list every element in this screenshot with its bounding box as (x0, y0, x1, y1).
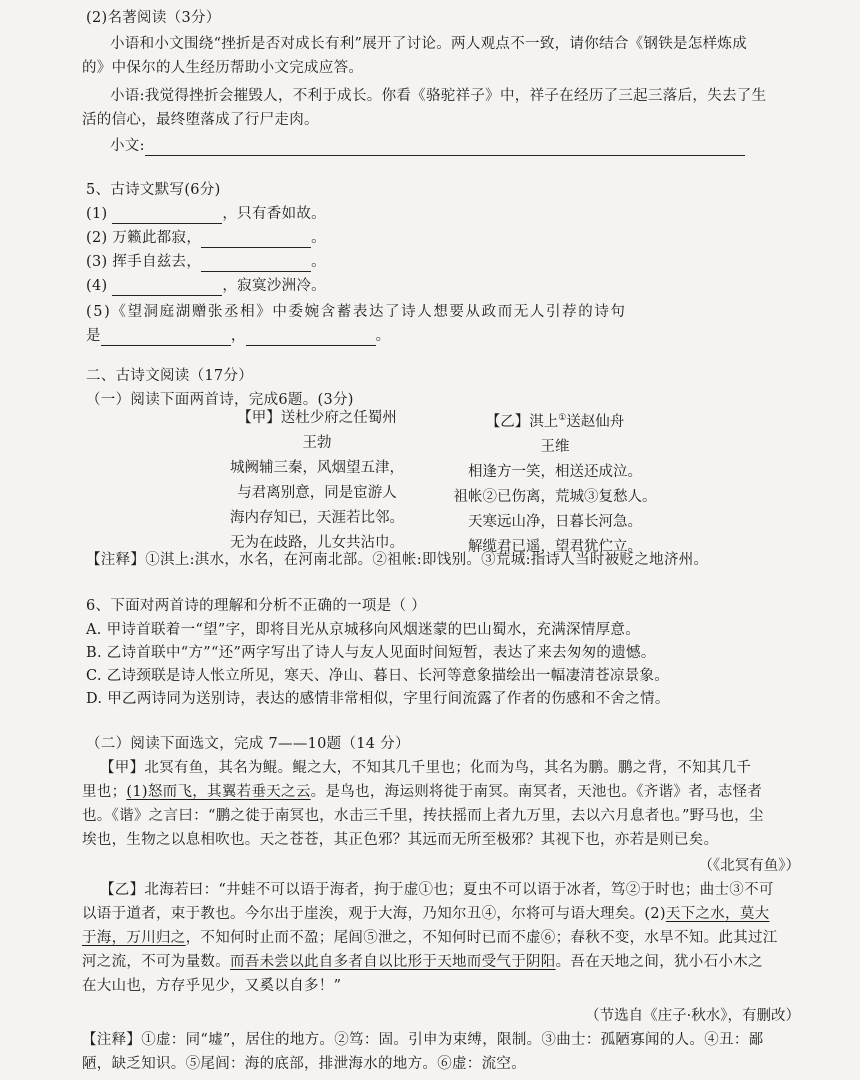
text-b-line4-pre: 河之流，不可为量数。 (82, 954, 230, 970)
q5-item-3-text: (3) 挥手自兹去， (86, 254, 202, 270)
q5-item-3-period: 。 (311, 254, 326, 270)
q6-stem: 6、下面对两首诗的理解和分析不正确的一项是（ ） (86, 598, 427, 614)
poem-a (212, 406, 422, 556)
poem-b-title-post: 送赵仙舟 (566, 413, 625, 430)
q5-item-4 (86, 276, 326, 296)
section2-heading: 二、古诗文阅读（17分） (86, 368, 254, 384)
xiaowen-label: 小文: (110, 138, 145, 154)
text-b-marked-sentence-2b: 于海，万川归之 (82, 930, 186, 946)
q5-heading: 5、古诗文默写(6分) (86, 182, 221, 198)
section2-part1-instruction: （一）阅读下面两首诗，完成6题。(3分) (86, 392, 354, 408)
q5-item-5-blank-2[interactable] (246, 329, 376, 346)
famous-reading-para2-line1: 小语:我觉得挫折会摧毁人，不利于成长。你看《骆驼祥子》中，祥子在经历了三起三落后，失去了生 (110, 88, 767, 104)
poem-b-title (450, 406, 660, 435)
poem-a-line: 与君离别意，同是宦游人 (237, 485, 397, 501)
q5-item-1 (86, 204, 326, 224)
q5-item-5-line2 (86, 326, 390, 346)
text-b-line2-pre: 以语于道者，束于教也。今尔出于崖涘，观于大海，乃知尔丑④，尔将可与语大理矣。(2) (82, 906, 666, 922)
q6-option-d[interactable]: D. 甲乙两诗同为送别诗，表达的感情非常相似，字里行间流露了作者的伤感和不舍之情。 (86, 691, 670, 707)
q6-option-b[interactable]: B. 乙诗首联中“方”“还”两字写出了诗人与友人见面时间短暂，表达了来去匆匆的遗憾。 (86, 645, 656, 661)
q5-item-2-period: 。 (311, 230, 326, 246)
q5-item-1-number: (1) (86, 206, 108, 222)
text-b-line3 (82, 928, 778, 948)
xiaowen-answer-row (110, 136, 745, 156)
poem-b-title-note-mark: ① (558, 413, 567, 423)
q5-item-5-comma: ， (230, 328, 246, 344)
text-a-line3: 也。《谐》之言曰：“鹏之徙于南冥也，水击三千里，抟扶摇而上者九万里，去以六月息者也。”野马也，尘 (82, 808, 764, 824)
text-b-line1: 【乙】北海若曰：“井蛙不可以语于海者，拘于虚①也；夏虫不可以语于冰者，笃②于时也；曲士③不可 (100, 882, 774, 898)
q6-option-a[interactable]: A. 甲诗首联着一“望”字，即将目光从京城移向风烟迷蒙的巴山蜀水，充满深情厚意。 (86, 622, 641, 638)
poem-b-line: 祖帐②已伤离，荒城③复愁人。 (453, 488, 657, 505)
poem-b-line: 相逢方一笑，相送还成泣。 (468, 463, 642, 480)
poem-b-title-pre: 【乙】淇上 (485, 413, 559, 430)
q5-item-5-line1: (5)《望洞庭湖赠张丞相》中委婉含蓄表达了诗人想要从政而无人引荐的诗句 (86, 304, 627, 320)
q5-item-2 (86, 228, 326, 248)
q5-item-1-blank[interactable] (112, 207, 222, 224)
q5-item-3-blank[interactable] (201, 255, 311, 272)
q5-item-4-text: ，寂寞沙洲冷。 (222, 278, 326, 294)
text-b-source: （节选自《庄子·秋水》，有删改） (585, 1008, 800, 1024)
q5-item-5-label: 是 (86, 328, 101, 344)
q5-item-3 (86, 252, 326, 272)
q5-item-4-blank[interactable] (112, 279, 222, 296)
text-b-annotation-line1: 【注释】①虚：同“墟”，居住的地方。②笃：固。引申为束缚，限制。③曲士：孤陋寡闻的人。④丑：鄙 (82, 1032, 764, 1048)
poem-b-line: 天寒远山净，日暮长河急。 (468, 513, 642, 530)
text-a-source: （《北冥有鱼》） (698, 858, 800, 874)
text-b-line4 (82, 952, 763, 972)
text-a-line2-pre: 里也； (82, 784, 127, 800)
q5-item-2-text: (2) 万籁此都寂， (86, 230, 202, 246)
poem-b-author: 王维 (540, 438, 570, 455)
famous-reading-heading: (2)名著阅读（3分） (86, 10, 221, 26)
text-a-line4: 埃也，生物之以息相吹也。天之苍苍，其正色邪？其远而无所至极邪？其视下也，亦若是则已矣。 (82, 832, 719, 848)
xiaowen-answer-blank[interactable] (145, 139, 745, 156)
poem-a-title: 【甲】送杜少府之任蜀州 (237, 410, 397, 426)
poem-a-line: 无为在歧路，儿女共沾巾。 (230, 535, 404, 551)
text-a-line2-post: 。是鸟也，海运则将徙于南冥。南冥者，天池也。《齐谐》者，志怪者 (310, 784, 763, 800)
text-a-line1: 【甲】北冥有鱼，其名为鲲。鲲之大，不知其几千里也；化而为鸟，其名为鹏。鹏之背，不知其几千 (100, 760, 752, 776)
part2-instruction: （二）阅读下面选文，完成 7——10题（14 分） (86, 736, 410, 752)
q5-item-5-blank-1[interactable] (101, 329, 231, 346)
q5-item-2-blank[interactable] (201, 231, 311, 248)
famous-reading-para1-line1: 小语和小文围绕“挫折是否对成长有利”展开了讨论。两人观点不一致，请你结合《钢铁是怎样炼成 (110, 36, 748, 52)
text-b-line2 (82, 904, 769, 924)
q6-option-c[interactable]: C. 乙诗颈联是诗人怅立所见，寒天、净山、暮日、长河等意象描绘出一幅凄清苍凉景象。 (86, 668, 670, 684)
text-a-marked-sentence-1: (1)怒而飞，其翼若垂天之云 (126, 784, 311, 800)
text-b-marked-sentence-2a: 天下之水，莫大 (665, 906, 770, 922)
text-b-line4-post: 。吾在天地之间，犹小石小木之 (555, 954, 763, 970)
q5-item-1-text: ，只有香如故。 (222, 206, 326, 222)
q5-item-5-period: 。 (375, 328, 391, 344)
poem-a-line: 海内存知已，天涯若比邻。 (230, 510, 404, 526)
poem-annotation: 【注释】①淇上:淇水，水名，在河南北部。②祖帐:即饯别。③荒城:指诗人当时被贬之地济州。 (86, 552, 709, 568)
text-b-line3-post: ，不知何时止而不盈；尾闾⑤泄之，不知何时已而不虚⑥；春秋不变，水旱不知。此其过江 (185, 930, 778, 946)
poem-b (450, 406, 660, 560)
text-b-line5: 在大山也，方存乎见少，又奚以自多！” (82, 978, 342, 994)
text-b-pause-sentence: 而吾未尝以此自多者自以比形于天地而受气于阴阳 (230, 954, 556, 970)
poem-b-line: 解缆君已遥，望君犹伫立。 (468, 538, 642, 555)
famous-reading-para1-line2: 的》中保尔的人生经历帮助小文完成应答。 (82, 60, 364, 76)
poem-a-line: 城阙辅三秦，风烟望五津， (230, 460, 404, 476)
famous-reading-para2-line2: 活的信心，最终堕落成了行尸走肉。 (82, 112, 319, 128)
text-b-annotation-line2: 陋，缺乏知识。⑤尾闾：海的底部，排泄海水的地方。⑥虚：流空。 (82, 1056, 526, 1072)
poem-a-author: 王勃 (302, 435, 332, 451)
text-a-line2 (82, 782, 762, 802)
q5-item-4-number: (4) (86, 278, 108, 294)
